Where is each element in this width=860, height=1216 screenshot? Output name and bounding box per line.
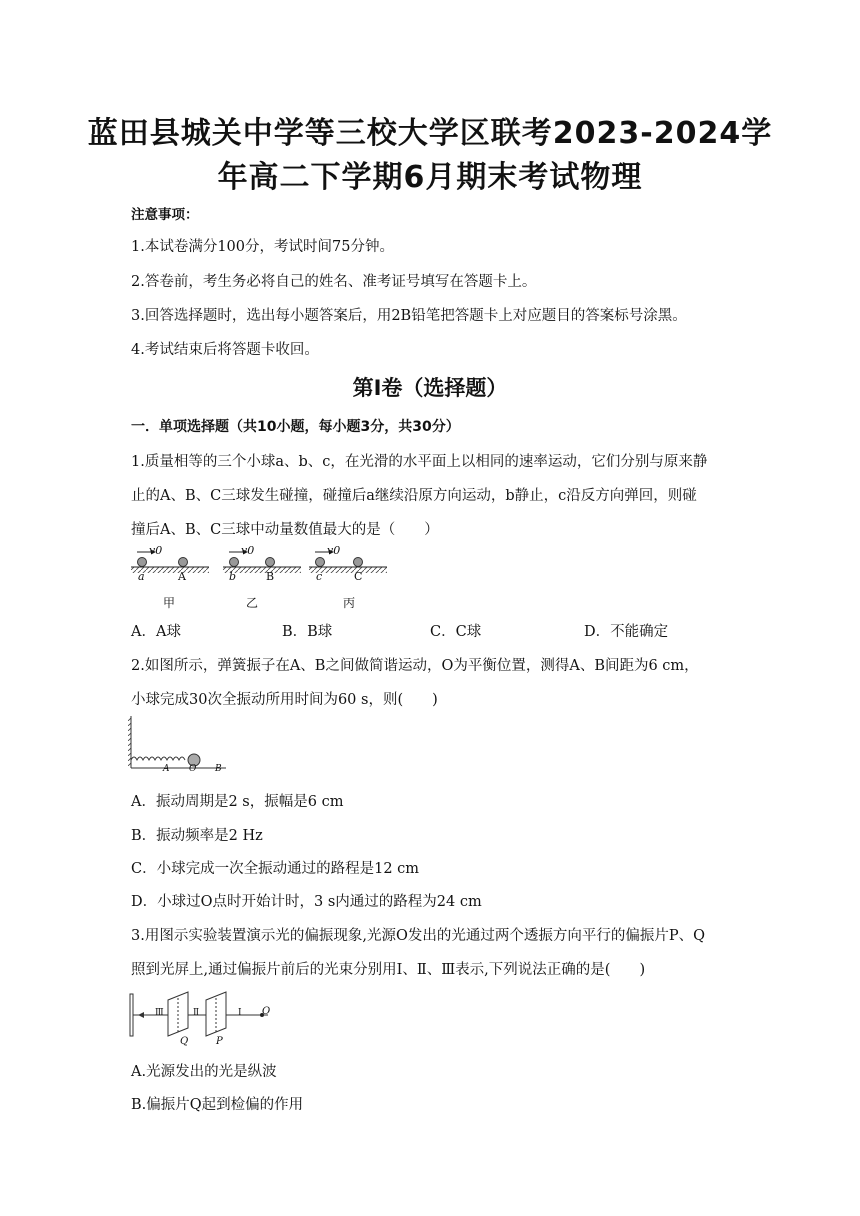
q2-line2: 小球完成30次全振动所用时间为60 s，则( ) xyxy=(131,692,438,708)
q3-line1: 3.用图示实验装置演示光的偏振现象,光源O发出的光通过两个透振方向平行的偏振片P、Q xyxy=(131,928,705,944)
q3-option-b: B.偏振片Q起到检偏的作用 xyxy=(131,1097,304,1113)
exam-title-line2: 年高二下学期6月期末考试物理 xyxy=(217,160,643,195)
q3-option-a: A.光源发出的光是纵波 xyxy=(131,1064,277,1080)
q3-line2: 照到光屏上,通过偏振片前后的光束分别用Ⅰ、Ⅱ、Ⅲ表示,下列说法正确的是( ) xyxy=(131,962,646,978)
q1-v0-label-3: v0 xyxy=(327,544,341,557)
q1-ball-b: b xyxy=(229,570,237,583)
q1-option-a: A．A球 xyxy=(131,624,181,640)
q1-line1: 1.质量相等的三个小球a、b、c，在光滑的水平面上以相同的速率运动，它们分别与原来静 xyxy=(131,454,708,470)
q1-ball-c: c xyxy=(316,570,323,583)
q1-v0-label-2: v0 xyxy=(241,544,255,557)
q2-point-A: A xyxy=(163,764,170,774)
q1-ball-A: A xyxy=(178,570,186,583)
q2-option-d: D．小球过O点时开始计时，3 s内通过的路程为24 cm xyxy=(131,894,482,910)
part-title: 一．单项选择题（共10小题，每小题3分，共30分） xyxy=(131,419,460,435)
q1-ball-a: a xyxy=(138,570,145,583)
q1-ball-B: B xyxy=(266,570,275,583)
q2-point-O: O xyxy=(189,764,197,774)
q2-line1: 2.如图所示，弹簧振子在A、B之间做简谐运动，O为平衡位置，测得A、B间距为6 cm， xyxy=(131,658,699,674)
notes-heading: 注意事项： xyxy=(131,207,199,223)
q2-option-b: B．振动频率是2 Hz xyxy=(131,828,263,844)
q3-polarizer-P: P xyxy=(216,1036,223,1047)
q1-v0-label-1: v0 xyxy=(149,544,163,557)
q3-source-O: O xyxy=(262,1006,271,1017)
q2-option-a: A．振动周期是2 s，振幅是6 cm xyxy=(131,794,344,810)
q1-caption-jia: 甲 xyxy=(163,596,176,610)
q2-option-c: C．小球完成一次全振动通过的路程是12 cm xyxy=(131,861,420,877)
note-item-3: 3.回答选择题时，选出每小题答案后，用2B铅笔把答题卡上对应题目的答案标号涂黑。 xyxy=(131,308,687,324)
q1-option-c: C．C球 xyxy=(430,624,482,640)
note-item-1: 1.本试卷满分100分，考试时间75分钟。 xyxy=(131,239,394,255)
q3-beam-I: Ⅰ xyxy=(238,1008,242,1018)
q1-caption-bing: 丙 xyxy=(343,596,356,610)
q1-ball-C: C xyxy=(354,570,363,583)
exam-title-line1: 蓝田县城关中学等三校大学区联考2023-2024学 xyxy=(87,116,773,151)
q2-spring-diagram xyxy=(128,716,228,776)
q2-point-B: B xyxy=(215,764,222,774)
q3-polarizer-Q: Q xyxy=(180,1036,189,1047)
note-item-4: 4.考试结束后将答题卡收回。 xyxy=(131,342,319,358)
section-title: 第Ⅰ卷（选择题） xyxy=(352,376,508,400)
q1-option-b: B．B球 xyxy=(282,624,333,640)
note-item-2: 2.答卷前，考生务必将自己的姓名、准考证号填写在答题卡上。 xyxy=(131,274,537,290)
q1-line2: 止的A、B、C三球发生碰撞，碰撞后a继续沿原方向运动，b静止，c沿反方向弹回，则碰 xyxy=(131,488,697,504)
q3-beam-II: Ⅱ xyxy=(193,1008,200,1018)
q1-line3: 撞后A、B、C三球中动量数值最大的是（ ） xyxy=(131,522,439,538)
q3-polarizer-diagram xyxy=(128,988,288,1048)
q3-beam-III: Ⅲ xyxy=(155,1008,164,1018)
q1-caption-yi: 乙 xyxy=(246,596,259,610)
q1-option-d: D．不能确定 xyxy=(584,624,669,640)
